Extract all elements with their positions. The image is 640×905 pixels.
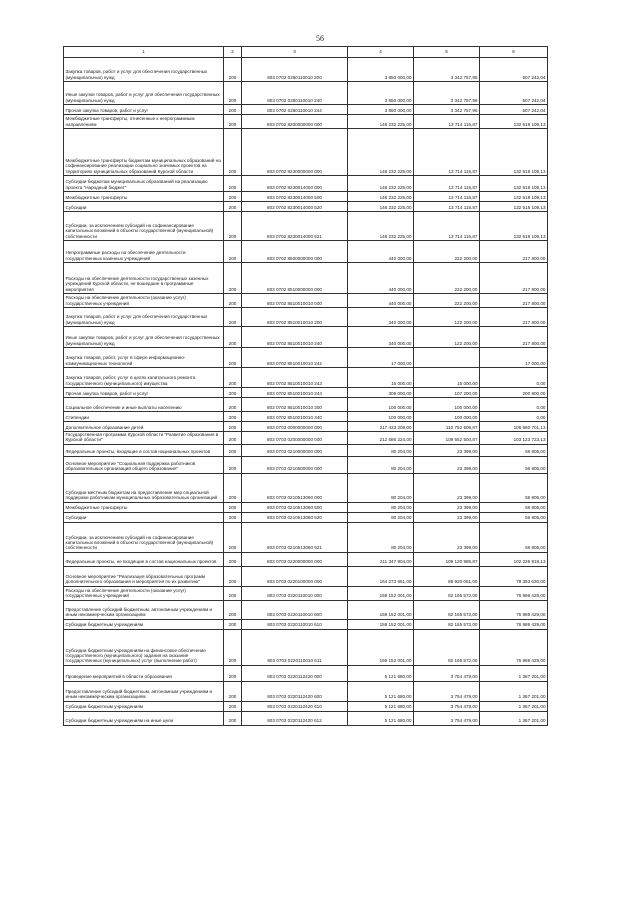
row-executed-amount: 3 342 757,96	[414, 105, 480, 115]
table-row	[64, 665, 548, 681]
row-budget-code: 803 0703 0220110010 610	[242, 619, 348, 629]
row-plan-amount: 440 000,00	[348, 263, 414, 294]
row-admin-code: 200	[224, 566, 242, 586]
row-plan-amount: 3 850 000,00	[348, 58, 414, 82]
row-plan-amount: 100 000,00	[348, 398, 414, 412]
row-remaining-amount: 56 805,00	[480, 502, 548, 512]
row-admin-code: 200	[224, 176, 242, 192]
row-admin-code: 200	[224, 444, 242, 456]
row-remaining-amount: 78 353 630,00	[480, 566, 548, 586]
row-plan-amount: 440 000,00	[348, 241, 414, 263]
row-admin-code: 200	[224, 473, 242, 502]
row-plan-amount: 440 000,00	[348, 294, 414, 308]
row-plan-amount: 146 232 225,00	[348, 115, 414, 129]
table-row	[64, 512, 548, 522]
row-admin-code: 200	[224, 398, 242, 412]
row-plan-amount: 3 850 000,00	[348, 82, 414, 105]
row-plan-amount: 212 686 224,00	[348, 432, 414, 445]
row-budget-code: 803 0702 8510000000 000	[242, 263, 348, 294]
row-remaining-amount: 217 800,00	[480, 241, 548, 263]
row-executed-amount: 3 342 757,96	[414, 82, 480, 105]
row-admin-code: 200	[224, 432, 242, 445]
row-admin-code: 200	[224, 422, 242, 432]
row-remaining-amount: 0,00	[480, 368, 548, 388]
row-plan-amount: 5 121 680,00	[348, 681, 414, 701]
row-name: Стипендии	[64, 412, 224, 422]
row-name: Субсидии, за исключением субсидий на софинансирование капитальных вложений в объекты государственной (муниципальной) собственности	[64, 522, 224, 552]
page-number: 56	[316, 34, 324, 43]
row-name: Межбюджетные трансферты бюджетам муниципальных образований на софинансирование реализации социально значимых проектов на территориях муниципальных образований Курской области	[64, 129, 224, 176]
row-name: Закупка товаров, работ и услуг для обеспечения государственных (муниципальных) нужд	[64, 308, 224, 327]
table-row	[64, 58, 548, 82]
row-plan-amount: 308 000,00	[348, 388, 414, 398]
row-name: Расходы на обеспечение деятельности государственных казенных учреждений Курской области, не вошедшие в программные мероприятия	[64, 263, 224, 294]
row-name: Проведение мероприятий в области образования	[64, 665, 224, 681]
row-name: Иные закупки товаров, работ и услуг для обеспечения государственных (муниципальных) нужд	[64, 82, 224, 105]
table-row	[64, 566, 548, 586]
row-name: Дополнительное образование детей	[64, 422, 224, 432]
row-budget-code: 803 0703 0220000000 000	[242, 552, 348, 566]
row-budget-code: 803 0703 0210500000 000	[242, 456, 348, 473]
row-admin-code: 200	[224, 629, 242, 665]
row-budget-code: 803 0703 0220112420 612	[242, 711, 348, 725]
row-remaining-amount: 132 518 109,13	[480, 192, 548, 202]
row-name: Межбюджетные трансферты, отнесенные к непрограммным направлениям	[64, 115, 224, 129]
row-plan-amount: 146 232 225,00	[348, 176, 414, 192]
row-executed-amount: 222 200,00	[414, 294, 480, 308]
row-remaining-amount: 217 800,00	[480, 263, 548, 294]
row-admin-code: 200	[224, 552, 242, 566]
row-plan-amount: 146 232 225,00	[348, 202, 414, 212]
table-row	[64, 422, 548, 432]
header-col-6: 6	[480, 47, 548, 58]
row-remaining-amount: 76 986 429,00	[480, 629, 548, 665]
row-name: Субсидии	[64, 512, 224, 522]
row-admin-code: 200	[224, 192, 242, 202]
row-remaining-amount: 507 242,04	[480, 105, 548, 115]
table-row	[64, 105, 548, 115]
row-executed-amount: 13 714 115,87	[414, 115, 480, 129]
row-budget-code: 803 0702 8510010010 200	[242, 308, 348, 327]
row-executed-amount: 13 714 115,87	[414, 129, 480, 176]
row-name: Прочая закупка товаров, работ и услуг	[64, 105, 224, 115]
table-row	[64, 412, 548, 422]
row-budget-code: 803 0703 0220112420 000	[242, 665, 348, 681]
row-admin-code: 200	[224, 586, 242, 600]
row-remaining-amount: 76 986 429,00	[480, 619, 548, 629]
row-plan-amount: 100 000,00	[348, 412, 414, 422]
row-remaining-amount: 56 805,00	[480, 456, 548, 473]
row-plan-amount: 5 121 680,00	[348, 665, 414, 681]
row-executed-amount: 109 120 985,87	[414, 552, 480, 566]
row-budget-code: 803 0702 8200000000 000	[242, 115, 348, 129]
row-plan-amount: 15 000,00	[348, 368, 414, 388]
row-budget-code: 803 0702 0250110010 200	[242, 58, 348, 82]
row-plan-amount: 159 152 001,00	[348, 619, 414, 629]
row-budget-code: 803 0703 0220112420 600	[242, 681, 348, 701]
header-col-2: 2	[224, 47, 242, 58]
table-row	[64, 586, 548, 600]
row-name: Основное мероприятие "Реализация образовательных программ дополнительного образования и мероприятия по их развитию"	[64, 566, 224, 586]
row-executed-amount: 82 165 572,00	[414, 629, 480, 665]
table-row	[64, 681, 548, 701]
row-budget-code: 803 0703 0210513060 521	[242, 522, 348, 552]
row-plan-amount: 80 204,00	[348, 502, 414, 512]
row-plan-amount: 3 850 000,00	[348, 105, 414, 115]
row-plan-amount: 146 232 225,00	[348, 129, 414, 176]
row-remaining-amount: 17 000,00	[480, 348, 548, 368]
table-row	[64, 348, 548, 368]
row-executed-amount: 110 752 506,87	[414, 422, 480, 432]
row-admin-code: 200	[224, 241, 242, 263]
row-remaining-amount: 507 242,04	[480, 58, 548, 82]
row-budget-code: 803 0702 8230000000 000	[242, 129, 348, 176]
row-remaining-amount: 0,00	[480, 412, 548, 422]
row-admin-code: 200	[224, 619, 242, 629]
row-executed-amount: 23 399,00	[414, 444, 480, 456]
table-body	[64, 58, 548, 726]
row-budget-code: 803 0702 8230014000 000	[242, 176, 348, 192]
row-name: Закупка товаров, работ, услуг в сфере информационно-коммуникационных технологий	[64, 348, 224, 368]
row-executed-amount: 100 000,00	[414, 398, 480, 412]
table-row	[64, 202, 548, 212]
header-col-5: 5	[414, 47, 480, 58]
row-budget-code: 803 0702 0250110010 244	[242, 105, 348, 115]
row-remaining-amount: 56 805,00	[480, 444, 548, 456]
row-executed-amount: 82 165 572,00	[414, 586, 480, 600]
row-remaining-amount: 1 367 201,00	[480, 701, 548, 711]
row-plan-amount: 80 204,00	[348, 522, 414, 552]
row-executed-amount: 3 754 479,00	[414, 681, 480, 701]
row-executed-amount: 100 000,00	[414, 412, 480, 422]
row-executed-amount: 23 399,00	[414, 456, 480, 473]
row-executed-amount: 13 714 115,87	[414, 212, 480, 241]
row-executed-amount: 107 200,00	[414, 388, 480, 398]
row-plan-amount: 164 273 661,00	[348, 566, 414, 586]
row-remaining-amount: 76 986 429,00	[480, 600, 548, 619]
table-row	[64, 294, 548, 308]
row-admin-code: 200	[224, 58, 242, 82]
row-remaining-amount: 103 123 723,13	[480, 432, 548, 445]
row-remaining-amount: 106 680 701,13	[480, 422, 548, 432]
row-name: Субсидии местным бюджетам на предоставление мер социальной поддержки работникам муниципальных образовательных организаций	[64, 473, 224, 502]
budget-table	[63, 46, 548, 726]
row-budget-code: 803 0702 8510010010 340	[242, 412, 348, 422]
row-executed-amount: 13 714 115,87	[414, 192, 480, 202]
row-budget-code: 803 0702 8230014000 521	[242, 212, 348, 241]
row-plan-amount: 80 204,00	[348, 444, 414, 456]
row-admin-code: 200	[224, 308, 242, 327]
row-budget-code: 803 0702 8510010010 240	[242, 327, 348, 348]
row-plan-amount: 80 204,00	[348, 473, 414, 502]
row-name: Субсидии бюджетным учреждениям на иные цели	[64, 711, 224, 725]
row-executed-amount: 82 165 572,00	[414, 619, 480, 629]
row-name: Предоставление субсидий бюджетным, автономным учреждениям и иным некоммерческим организациям	[64, 681, 224, 701]
row-admin-code: 200	[224, 82, 242, 105]
row-remaining-amount: 0,00	[480, 398, 548, 412]
row-name: Государственная программа Курской области "Развитие образования в Курской области"	[64, 432, 224, 445]
row-remaining-amount: 1 367 201,00	[480, 681, 548, 701]
row-executed-amount: 23 399,00	[414, 473, 480, 502]
row-remaining-amount: 217 800,00	[480, 294, 548, 308]
row-executed-amount: 15 000,00	[414, 368, 480, 388]
table-row	[64, 522, 548, 552]
row-executed-amount: 23 399,00	[414, 502, 480, 512]
row-name: Субсидии бюджетным учреждениям	[64, 701, 224, 711]
row-budget-code: 803 0703 0210000000 000	[242, 444, 348, 456]
row-name: Предоставление субсидий бюджетным, автономным учреждениям и иным некоммерческим организациям	[64, 600, 224, 619]
row-budget-code: 803 0703 0220110010 600	[242, 600, 348, 619]
row-remaining-amount: 132 518 109,13	[480, 212, 548, 241]
table-row	[64, 619, 548, 629]
table-row	[64, 327, 548, 348]
row-remaining-amount: 217 800,00	[480, 327, 548, 348]
row-plan-amount: 80 204,00	[348, 456, 414, 473]
row-remaining-amount: 200 800,00	[480, 388, 548, 398]
row-admin-code: 200	[224, 711, 242, 725]
table-row	[64, 600, 548, 619]
row-budget-code: 803 0703 0220110010 000	[242, 586, 348, 600]
row-name: Закупка товаров, работ, услуг в целях капитального ремонта государственного (муниципального) имущества	[64, 368, 224, 388]
table-row	[64, 502, 548, 512]
row-name: Субсидии, за исключением субсидий на софинансирование капитальных вложений в объекты государственной (муниципальной) собственности	[64, 212, 224, 241]
row-admin-code: 200	[224, 327, 242, 348]
row-budget-code: 803 0703 0210513060 520	[242, 512, 348, 522]
row-plan-amount: 5 121 680,00	[348, 711, 414, 725]
row-name: Межбюджетные трансферты	[64, 502, 224, 512]
row-admin-code: 200	[224, 512, 242, 522]
row-name: Федеральные проекты, не входящие в состав национальных проектов	[64, 552, 224, 566]
row-budget-code: 803 0703 0220112420 610	[242, 701, 348, 711]
row-remaining-amount: 507 242,04	[480, 82, 548, 105]
row-executed-amount: 13 714 115,87	[414, 202, 480, 212]
row-name: Непрограммные расходы на обеспечение деятельности государственных казенных учреждений	[64, 241, 224, 263]
row-executed-amount: 3 342 757,95	[414, 58, 480, 82]
row-plan-amount: 217 433 208,00	[348, 422, 414, 432]
header-col-1: 1	[64, 47, 224, 58]
row-admin-code: 200	[224, 412, 242, 422]
row-admin-code: 200	[224, 212, 242, 241]
row-budget-code: 803 0702 8510010010 300	[242, 398, 348, 412]
row-admin-code: 200	[224, 115, 242, 129]
row-name: Межбюджетные трансферты	[64, 192, 224, 202]
row-executed-amount: 3 754 479,00	[414, 665, 480, 681]
row-admin-code: 200	[224, 502, 242, 512]
row-budget-code: 803 0702 8510010010 243	[242, 368, 348, 388]
row-plan-amount: 159 152 001,00	[348, 629, 414, 665]
table-row	[64, 444, 548, 456]
table-row	[64, 129, 548, 176]
row-admin-code: 200	[224, 522, 242, 552]
table-row	[64, 398, 548, 412]
row-admin-code: 200	[224, 202, 242, 212]
row-remaining-amount: 217 800,00	[480, 308, 548, 327]
row-name: Субсидии бюджетным учреждениям	[64, 619, 224, 629]
row-executed-amount: 13 714 115,87	[414, 176, 480, 192]
row-budget-code: 803 0702 8510010010 242	[242, 348, 348, 368]
row-name: Субсидии бюджетам муниципальных образований на реализацию проекта "Народный бюджет"	[64, 176, 224, 192]
row-name: Расходы на обеспечение деятельности (оказание услуг) государственных учреждений	[64, 294, 224, 308]
row-executed-amount: 3 754 479,00	[414, 701, 480, 711]
table-row	[64, 552, 548, 566]
row-admin-code: 200	[224, 681, 242, 701]
row-remaining-amount: 102 226 918,13	[480, 552, 548, 566]
row-plan-amount: 340 000,00	[348, 308, 414, 327]
row-admin-code: 200	[224, 701, 242, 711]
table-row	[64, 456, 548, 473]
table-row	[64, 176, 548, 192]
row-remaining-amount: 132 518 109,13	[480, 129, 548, 176]
row-name: Социальное обеспечение и иные выплаты населению	[64, 398, 224, 412]
row-remaining-amount: 56 805,00	[480, 522, 548, 552]
row-name: Основное мероприятие "Социальная поддержка работников образовательных организаций общего образования"	[64, 456, 224, 473]
row-remaining-amount: 76 986 429,00	[480, 586, 548, 600]
row-name: Субсидии бюджетным учреждениям на финансовое обеспечение государственного (муниципального) задания на оказание государственных (муниципальных) услуг (выполнение работ)	[64, 629, 224, 665]
header-col-3: 3	[242, 47, 348, 58]
row-admin-code: 200	[224, 388, 242, 398]
row-budget-code: 803 0702 8510010010 244	[242, 388, 348, 398]
row-remaining-amount: 132 518 109,13	[480, 115, 548, 129]
row-admin-code: 200	[224, 368, 242, 388]
table-row	[64, 241, 548, 263]
table-row	[64, 115, 548, 129]
row-admin-code: 200	[224, 600, 242, 619]
row-budget-code: 803 0703 0000000000 000	[242, 422, 348, 432]
table-row	[64, 212, 548, 241]
row-budget-code: 803 0702 8510010010 000	[242, 294, 348, 308]
row-plan-amount: 5 121 680,00	[348, 701, 414, 711]
row-plan-amount: 146 232 225,00	[348, 212, 414, 241]
row-name: Прочая закупка товаров, работ и услуг	[64, 388, 224, 398]
row-executed-amount: 23 399,00	[414, 512, 480, 522]
row-admin-code: 200	[224, 665, 242, 681]
table-row	[64, 82, 548, 105]
table-row	[64, 711, 548, 725]
table-row	[64, 308, 548, 327]
row-executed-amount: 85 920 051,00	[414, 566, 480, 586]
row-remaining-amount: 132 518 109,13	[480, 202, 548, 212]
row-budget-code: 803 0702 8230014000 500	[242, 192, 348, 202]
row-plan-amount: 80 204,00	[348, 512, 414, 522]
row-plan-amount: 340 000,00	[348, 327, 414, 348]
row-plan-amount: 17 000,00	[348, 348, 414, 368]
row-budget-code: 803 0703 0220100000 000	[242, 566, 348, 586]
row-admin-code: 200	[224, 129, 242, 176]
row-plan-amount: 159 152 001,00	[348, 600, 414, 619]
row-name: Расходы на обеспечение деятельности (оказание услуг) государственных учреждений	[64, 586, 224, 600]
row-name: Закупка товаров, работ и услуг для обеспечения государственных (муниципальных) нужд	[64, 58, 224, 82]
row-admin-code: 200	[224, 263, 242, 294]
row-budget-code: 803 0703 0200000000 000	[242, 432, 348, 445]
row-executed-amount: 222 200,00	[414, 263, 480, 294]
table-row	[64, 701, 548, 711]
row-executed-amount: 122 200,00	[414, 308, 480, 327]
row-executed-amount: 122 200,00	[414, 327, 480, 348]
row-executed-amount: 82 165 572,00	[414, 600, 480, 619]
row-admin-code: 200	[224, 294, 242, 308]
row-budget-code: 803 0703 0220110010 611	[242, 629, 348, 665]
row-remaining-amount: 1 367 201,00	[480, 665, 548, 681]
row-name: Субсидии	[64, 202, 224, 212]
row-budget-code: 803 0703 0210513060 500	[242, 502, 348, 512]
row-remaining-amount: 132 518 109,13	[480, 176, 548, 192]
row-executed-amount: 222 200,00	[414, 241, 480, 263]
row-budget-code: 803 0702 0250110010 240	[242, 82, 348, 105]
row-executed-amount: 3 754 479,00	[414, 711, 480, 725]
row-budget-code: 803 0703 0210513060 000	[242, 473, 348, 502]
row-remaining-amount: 1 367 201,00	[480, 711, 548, 725]
table-row	[64, 263, 548, 294]
table-row	[64, 432, 548, 445]
row-remaining-amount: 56 805,00	[480, 473, 548, 502]
row-executed-amount	[414, 348, 480, 368]
row-remaining-amount: 56 805,00	[480, 512, 548, 522]
header-col-4: 4	[348, 47, 414, 58]
table-row	[64, 388, 548, 398]
row-name: Иные закупки товаров, работ и услуг для обеспечения государственных (муниципальных) нужд	[64, 327, 224, 348]
row-executed-amount: 23 399,00	[414, 522, 480, 552]
row-budget-code: 803 0702 8500000000 000	[242, 241, 348, 263]
row-budget-code: 803 0702 8230014000 520	[242, 202, 348, 212]
row-admin-code: 200	[224, 348, 242, 368]
table-row	[64, 629, 548, 665]
row-plan-amount: 211 347 904,00	[348, 552, 414, 566]
table-row	[64, 192, 548, 202]
header-row	[64, 47, 548, 58]
table-row	[64, 473, 548, 502]
row-admin-code: 200	[224, 456, 242, 473]
row-admin-code: 200	[224, 105, 242, 115]
row-executed-amount: 109 552 500,87	[414, 432, 480, 445]
row-name: Федеральные проекты, входящие в состав национальных проектов	[64, 444, 224, 456]
row-plan-amount: 146 232 225,00	[348, 192, 414, 202]
row-plan-amount: 159 152 001,00	[348, 586, 414, 600]
table-row	[64, 368, 548, 388]
